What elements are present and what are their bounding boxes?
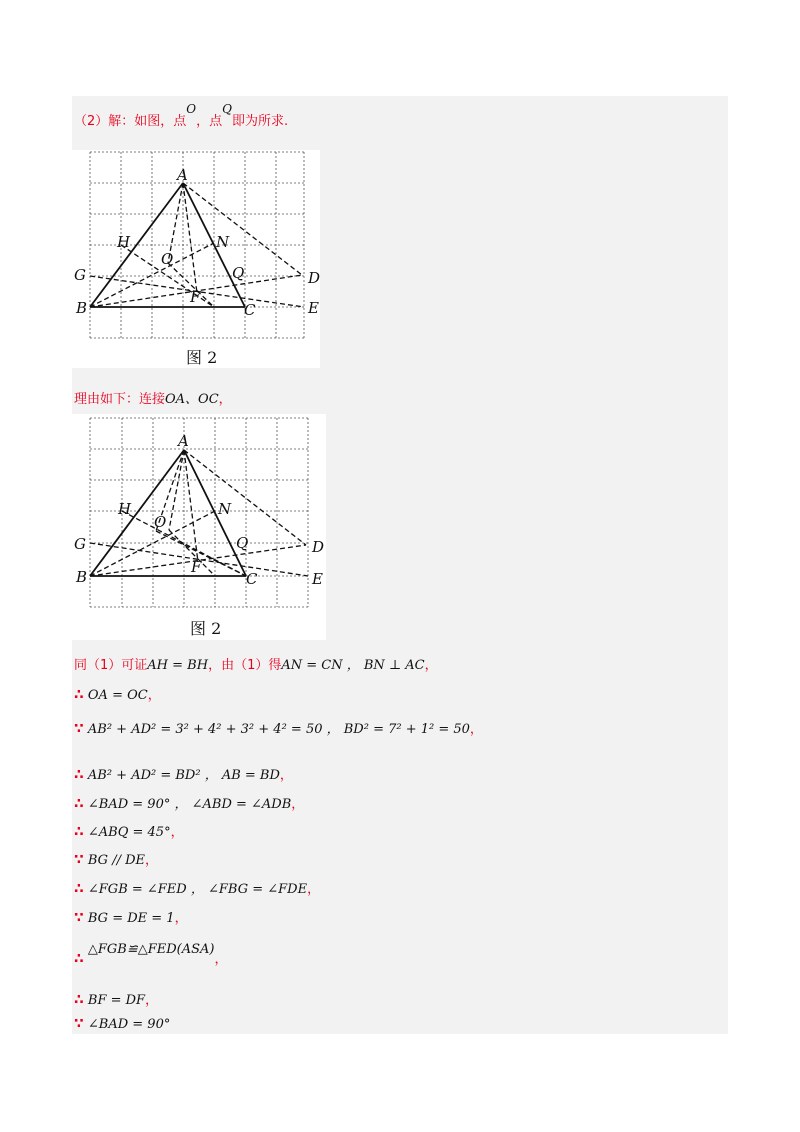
figure-2-diagram (72, 414, 326, 640)
label-c: C (246, 570, 258, 588)
label-q: Q (236, 534, 249, 552)
header-sep: ，点 (196, 114, 223, 129)
proof-math: BF = DF (87, 993, 146, 1008)
label-c: C (244, 301, 256, 319)
proof-math-2: AN = CN ， BN ⊥ AC (281, 658, 425, 673)
proof-text-2: ，由（1）得 (208, 658, 282, 673)
proof-line-1 (74, 654, 438, 673)
therefore-symbol: ∴ (74, 687, 84, 703)
header-prefix: （2）解：如图，点 (74, 114, 187, 129)
label-h: H (117, 233, 131, 251)
proof-line-12 (74, 1016, 170, 1032)
label-n: N (218, 500, 232, 518)
header-point-o: O (186, 102, 197, 116)
because-symbol: ∵ (74, 910, 84, 926)
proof-math: AB² + AD² = BD² ， AB = BD (87, 768, 280, 783)
proof-math: BG = DE = 1 (87, 911, 175, 926)
label-f: F (190, 288, 201, 306)
figure-2 (72, 414, 326, 640)
header-suffix: 即为所求. (231, 114, 289, 129)
reason-line (74, 388, 232, 407)
header-point-q: Q (222, 102, 232, 116)
label-o: O (161, 250, 174, 268)
proof-math: AB² + AD² = 3² + 4² + 3² + 4² = 50 ， BD² = 7² + 1² = 50 (87, 722, 470, 737)
because-symbol: ∵ (74, 852, 84, 868)
proof-math: AH = BH (147, 658, 209, 673)
therefore-symbol: ∴ (74, 951, 84, 967)
proof-tail: ， (469, 722, 483, 737)
figure-1 (72, 150, 320, 368)
because-symbol: ∵ (74, 1016, 84, 1032)
label-a: A (178, 432, 189, 450)
proof-line-11 (74, 989, 158, 1008)
therefore-symbol: ∴ (74, 767, 84, 783)
therefore-symbol: ∴ (74, 796, 84, 812)
proof-math: BG // DE (87, 853, 146, 868)
solution-header (74, 102, 289, 129)
therefore-symbol: ∴ (74, 992, 84, 1008)
proof-line-9 (74, 907, 188, 926)
label-g: G (74, 535, 86, 553)
reason-tail: ， (218, 392, 232, 407)
because-symbol: ∵ (74, 721, 84, 737)
proof-math: ∠ABQ = 45° (87, 825, 171, 840)
proof-line-4 (74, 764, 293, 783)
proof-tail: ， (424, 658, 438, 673)
proof-tail: ， (291, 797, 305, 812)
label-e: E (308, 299, 319, 317)
proof-tail: ， (147, 688, 161, 703)
therefore-symbol: ∴ (74, 824, 84, 840)
label-o: O (154, 513, 167, 531)
proof-line-10 (74, 938, 228, 967)
label-b: B (76, 568, 88, 586)
proof-line-6 (74, 821, 184, 840)
figure-2-caption: 图 2 (190, 619, 222, 638)
label-e: E (312, 570, 323, 588)
proof-line-3 (74, 718, 483, 737)
proof-tail: ， (174, 911, 188, 926)
proof-math: ∠BAD = 90° ， ∠ABD = ∠ADB (87, 797, 292, 812)
proof-tail: ， (145, 853, 159, 868)
label-a: A (177, 166, 188, 184)
proof-math: ∠FGB = ∠FED ， ∠FBG = ∠FDE (87, 882, 308, 897)
proof-line-2 (74, 684, 161, 703)
label-d: D (312, 538, 325, 556)
reason-text: 理由如下：连接 (74, 392, 166, 407)
label-n: N (216, 233, 230, 251)
proof-line-7 (74, 849, 158, 868)
label-f: F (191, 558, 202, 576)
label-g: G (74, 266, 86, 284)
label-q: Q (232, 264, 245, 282)
figure-1-caption: 图 2 (186, 348, 218, 367)
proof-tail: ， (307, 882, 321, 897)
proof-math: △FGB≌△FED(ASA) (87, 942, 215, 957)
reason-math: OA、OC (165, 392, 219, 407)
therefore-symbol: ∴ (74, 881, 84, 897)
proof-text: 同（1）可证 (74, 658, 148, 673)
label-d: D (308, 269, 320, 287)
proof-math: ∠BAD = 90° (87, 1017, 171, 1032)
proof-tail: ， (170, 825, 184, 840)
proof-line-5 (74, 793, 304, 812)
proof-math: OA = OC (87, 688, 148, 703)
figure-1-diagram (72, 150, 320, 368)
label-h: H (118, 500, 132, 518)
label-b: B (76, 299, 88, 317)
proof-tail: ， (145, 993, 159, 1008)
proof-tail: ， (279, 768, 293, 783)
proof-tail: ， (214, 952, 228, 967)
proof-line-8 (74, 878, 320, 897)
